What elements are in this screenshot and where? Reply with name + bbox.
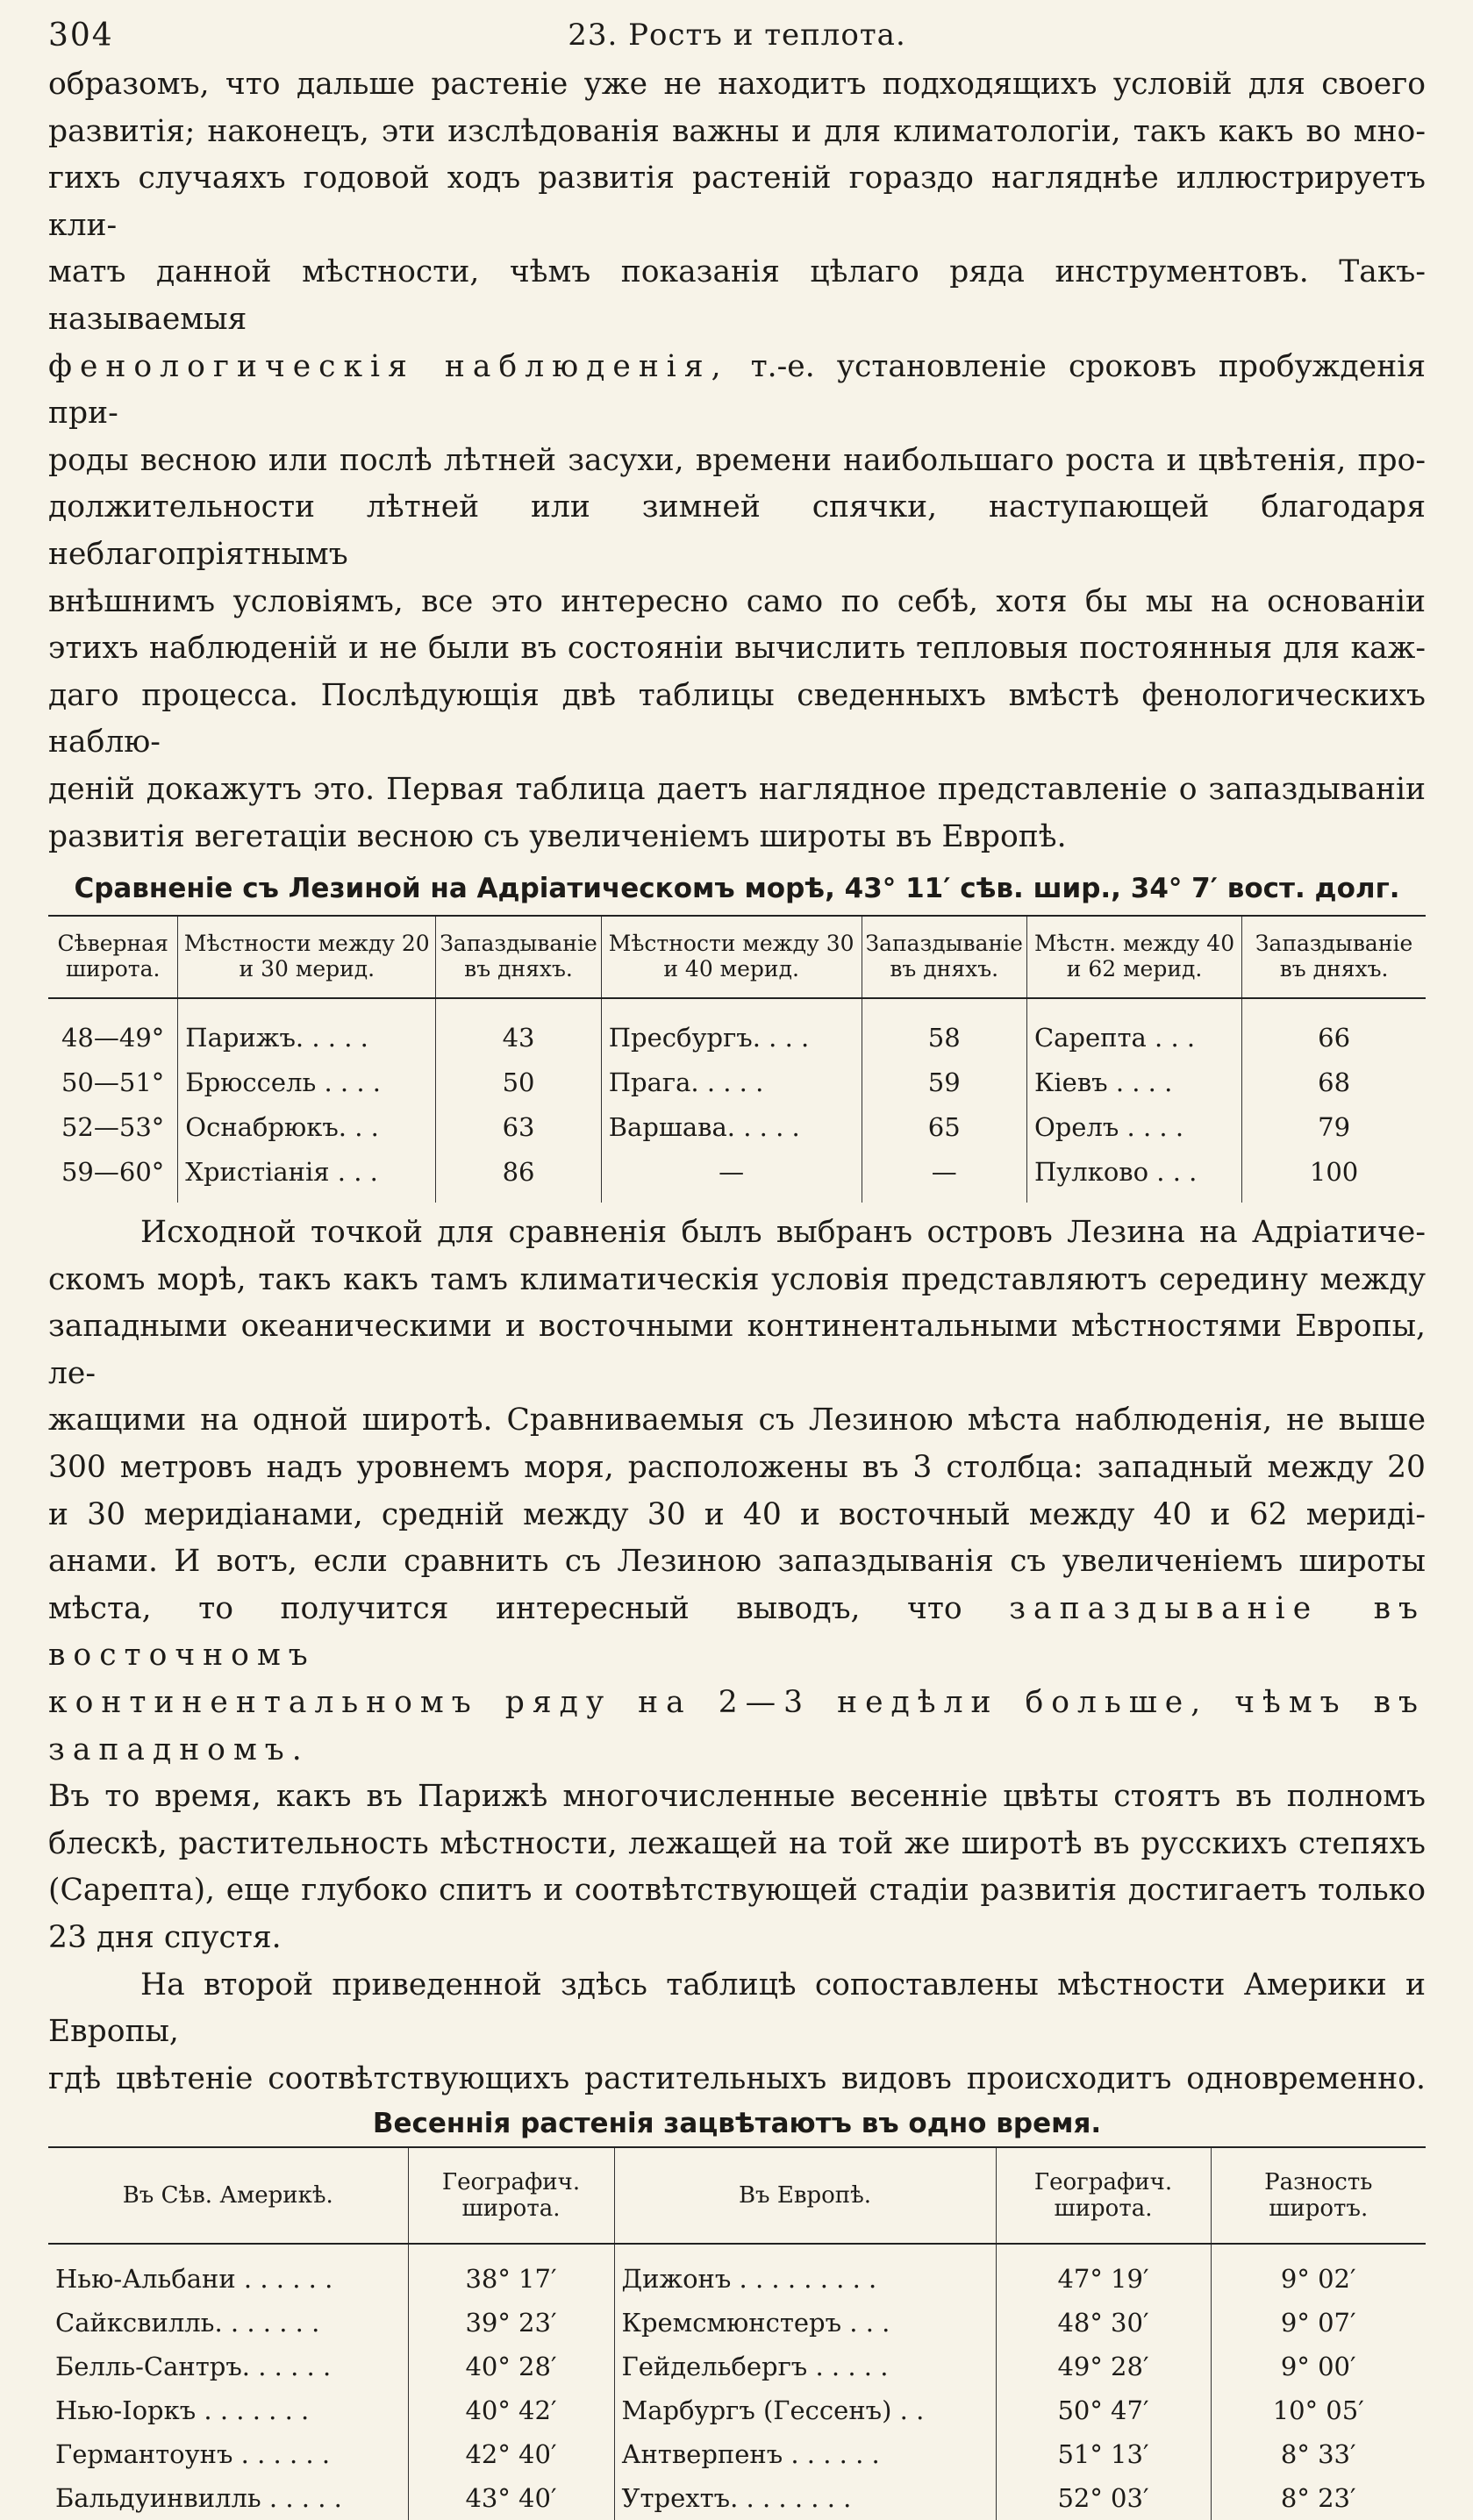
- table-header-row: [48, 916, 1426, 998]
- spacer-row: [48, 2244, 1426, 2257]
- table-cell: 52° 03′: [996, 2476, 1211, 2520]
- text-line: внѣшнимъ условіямъ, все это интересно само по себѣ, хотя бы мы на основаніи: [48, 583, 1426, 619]
- table-cell: 86: [436, 1149, 601, 1203]
- table-cell: 8° 33′: [1211, 2432, 1426, 2476]
- table-cell: Марбургъ (Гессенъ) . .: [614, 2388, 996, 2432]
- table-cell: Орелъ . . . .: [1026, 1104, 1241, 1149]
- column-header: Въ Европѣ.: [614, 2147, 996, 2244]
- table-row: [48, 1015, 1426, 1060]
- table-1: [48, 915, 1426, 1203]
- table-row: [48, 2476, 1426, 2520]
- book-page: [48, 18, 1426, 2520]
- table-cell: 39° 23′: [408, 2301, 614, 2345]
- table-cell: Кремсмюнстеръ . . .: [614, 2301, 996, 2345]
- table-cell: 59: [862, 1060, 1026, 1104]
- column-header: Мѣстности между 30 и 40 мерид.: [601, 916, 862, 998]
- spaced-term: фенологическія наблюденія,: [48, 348, 729, 384]
- table-cell: Антверпенъ . . . . . .: [614, 2432, 996, 2476]
- table-cell: Пресбургъ. . . .: [601, 1015, 862, 1060]
- table-cell: Сайксвилль. . . . . . .: [55, 2308, 320, 2338]
- running-head: 23. Ростъ и теплота.: [568, 18, 906, 53]
- table-cell: Брюссель . . . .: [178, 1060, 436, 1104]
- table-row: [48, 2257, 1426, 2301]
- table-cell: 59—60°: [61, 1156, 165, 1187]
- spacer-row: [48, 998, 1426, 1015]
- text-line: На второй приведенной здѣсь таблицѣ сопоставлены мѣстности Америки и Европы,: [48, 1967, 1426, 2050]
- column-header: Мѣстности между 20 и 30 мерид.: [178, 916, 436, 998]
- text-line: деній докажутъ это. Первая таблица даетъ наглядное представленіе о запаздываніи: [48, 771, 1426, 807]
- text-line: блескѣ, растительность мѣстности, лежащей на той же широтѣ въ русскихъ степяхъ: [48, 1825, 1426, 1861]
- text-line: развитія; наконецъ, эти изслѣдованія важны и для климатологіи, такъ какъ во мно-: [48, 113, 1426, 149]
- table-cell: 100: [1242, 1149, 1426, 1203]
- table-row: [48, 2432, 1426, 2476]
- text-line: западными океаническими и восточными континентальными мѣстностями Европы, ле-: [48, 1309, 1426, 1391]
- table-cell: Германтоунъ . . . . . .: [55, 2439, 331, 2470]
- column-header: Запаздываніе въ дняхъ.: [436, 916, 601, 998]
- text-line: и 30 меридіанами, средній между 30 и 40 и восточный между 40 и 62 меридi-: [48, 1496, 1426, 1532]
- table-cell: Варшава. . . . .: [601, 1104, 862, 1149]
- text-line: скомъ морѣ, такъ какъ тамъ климатическія условія представляютъ середину между: [48, 1261, 1426, 1297]
- text-line: [48, 344, 1426, 438]
- table-cell: Гейдельбергъ . . . . .: [614, 2345, 996, 2388]
- page-header: [48, 18, 1426, 61]
- table-cell: 38° 17′: [408, 2257, 614, 2301]
- text-line: Исходной точкой для сравненія былъ выбранъ островъ Лезина на Адріатиче-: [140, 1215, 1426, 1251]
- table-header-row: [48, 2147, 1426, 2244]
- table-cell: Дижонъ . . . . . . . . .: [614, 2257, 996, 2301]
- text-line: гдѣ цвѣтеніе соотвѣтствующихъ растительныхъ видовъ происходитъ одновременно.: [48, 2060, 1426, 2096]
- table-cell: 52—53°: [61, 1111, 165, 1142]
- column-header: Запаздываніе въ дняхъ.: [862, 916, 1026, 998]
- table-2-title: Весеннія растенія зацвѣтаютъ въ одно время.: [372, 2108, 1102, 2140]
- table-cell: 9° 00′: [1211, 2345, 1426, 2388]
- table-cell: 68: [1242, 1060, 1426, 1104]
- table-cell: 50—51°: [61, 1067, 165, 1097]
- table-row: [48, 1149, 1426, 1203]
- column-header: Мѣстн. между 40 и 62 мерид.: [1026, 916, 1241, 998]
- spaced-emphasis-line: континентальномъ ряду на 2—3 недѣли больше, чѣмъ въ западномъ.: [48, 1685, 1426, 1767]
- table-cell: 47° 19′: [996, 2257, 1211, 2301]
- table-cell: Белль-Сантръ. . . . . .: [55, 2352, 332, 2382]
- paragraph-3: [48, 1962, 1426, 2103]
- text-line: матъ данной мѣстности, чѣмъ показанія цѣлаго ряда инструментовъ. Такъ-называемыя: [48, 254, 1426, 337]
- column-header: Сѣверная широта.: [48, 916, 178, 998]
- table-cell: Прага. . . . .: [601, 1060, 862, 1104]
- table-row: [48, 1104, 1426, 1149]
- text-line: Въ то время, какъ въ Парижѣ многочисленные весенніе цвѣты стоятъ въ полномъ: [48, 1779, 1426, 1815]
- table-cell: 51° 13′: [996, 2432, 1211, 2476]
- table-cell: Утрехтъ. . . . . . . .: [614, 2476, 996, 2520]
- text-line: 23 дня спустя.: [48, 1920, 282, 1955]
- table-row: [48, 2388, 1426, 2432]
- table-cell: 40° 42′: [408, 2388, 614, 2432]
- table-cell: 42° 40′: [408, 2432, 614, 2476]
- text-line: роды весною или послѣ лѣтней засухи, времени наибольшаго роста и цвѣтенія, про-: [48, 442, 1426, 478]
- table-cell: 43° 40′: [408, 2476, 614, 2520]
- text-line: этихъ наблюденій и не были въ состояніи вычислить тепловыя постоянныя для каж-: [48, 631, 1426, 667]
- table-cell: Нью-Іоркъ . . . . . . .: [55, 2395, 310, 2426]
- table-cell: 49° 28′: [996, 2345, 1211, 2388]
- table-cell: —: [862, 1149, 1026, 1203]
- table-cell: 50° 47′: [996, 2388, 1211, 2432]
- page-number: 304: [48, 18, 114, 54]
- table-cell: 58: [862, 1015, 1026, 1060]
- table-cell: 9° 07′: [1211, 2301, 1426, 2345]
- table-cell: 9° 02′: [1211, 2257, 1426, 2301]
- table-2-section: [48, 2108, 1426, 2520]
- spaced-emphasis: запаздываніе въ восточномъ: [48, 1590, 1427, 1674]
- column-header: Разность широтъ.: [1211, 2147, 1426, 2244]
- column-header: Въ Сѣв. Америкѣ.: [48, 2147, 408, 2244]
- text-line: гихъ случаяхъ годовой ходъ развитія растеній гораздо нагляднѣе иллюстрируетъ кли-: [48, 161, 1426, 243]
- text-line: анами. И вотъ, если сравнить съ Лезиною запаздыванія съ увеличеніемъ широты: [48, 1544, 1426, 1580]
- table-cell: 40° 28′: [408, 2345, 614, 2388]
- table-cell: 8° 23′: [1211, 2476, 1426, 2520]
- text-line: жащими на одной широтѣ. Сравниваемыя съ Лезиною мѣста наблюденія, не выше: [48, 1403, 1426, 1438]
- table-1-title: Сравненіе съ Лезиной на Адріатическомъ морѣ, 43° 11′ сѣв. шир., 34° 7′ вост. долг.: [74, 873, 1400, 905]
- column-header: Географич. широта.: [996, 2147, 1211, 2244]
- text-line: (Сарепта), еще глубоко спитъ и соотвѣтствующей стадіи развитія достигаетъ только: [48, 1873, 1426, 1909]
- table-row: [48, 1060, 1426, 1104]
- text-fragment: т.-е. установленіе сроковъ пробужденія при-: [48, 348, 1426, 432]
- table-cell: Парижъ. . . . .: [178, 1015, 436, 1060]
- table-cell: 43: [436, 1015, 601, 1060]
- table-cell: Кіевъ . . . .: [1026, 1060, 1241, 1104]
- text-line: 300 метровъ надъ уровнемъ моря, расположены въ 3 столбца: западный между 20: [48, 1450, 1426, 1486]
- column-header: Географич. широта.: [408, 2147, 614, 2244]
- table-cell: 63: [436, 1104, 601, 1149]
- table-cell: 79: [1242, 1104, 1426, 1149]
- text-fragment: мѣста, то получится интересный выводъ, что: [48, 1590, 1010, 1626]
- table-cell: 48° 30′: [996, 2301, 1211, 2345]
- table-cell: Бальдуинвилль . . . . .: [55, 2483, 342, 2514]
- text-line: [48, 1586, 1426, 1680]
- paragraph-1: [48, 61, 1426, 860]
- paragraph-2: [48, 1210, 1426, 1962]
- table-cell: 50: [436, 1060, 601, 1104]
- table-cell: 65: [862, 1104, 1026, 1149]
- column-header: Запаздываніе въ дняхъ.: [1242, 916, 1426, 998]
- text-line: образомъ, что дальше растеніе уже не находитъ подходящихъ условій для своего: [48, 67, 1426, 102]
- table-cell: 10° 05′: [1211, 2388, 1426, 2432]
- table-cell: Христіанія . . .: [178, 1149, 436, 1203]
- table-cell: —: [601, 1149, 862, 1203]
- table-cell: Пулково . . .: [1026, 1149, 1241, 1203]
- table-cell: Сарепта . . .: [1026, 1015, 1241, 1060]
- table-cell: 48—49°: [61, 1022, 165, 1053]
- text-line: развитія вегетаціи весною съ увеличеніемъ широты въ Европѣ.: [48, 818, 1067, 854]
- table-cell: Нью-Альбани . . . . . .: [55, 2264, 333, 2295]
- table-cell: 66: [1242, 1015, 1426, 1060]
- table-row: [48, 2345, 1426, 2388]
- table-cell: Оснабрюкъ. . .: [178, 1104, 436, 1149]
- table-2: [48, 2146, 1426, 2520]
- text-line: должительности лѣтней или зимней спячки, наступающей благодаря неблагопріятнымъ: [48, 489, 1426, 572]
- text-line: даго процесса. Послѣдующія двѣ таблицы сведенныхъ вмѣстѣ фенологическихъ наблю-: [48, 677, 1426, 760]
- table-row: [48, 2301, 1426, 2345]
- table-1-section: [48, 873, 1426, 1203]
